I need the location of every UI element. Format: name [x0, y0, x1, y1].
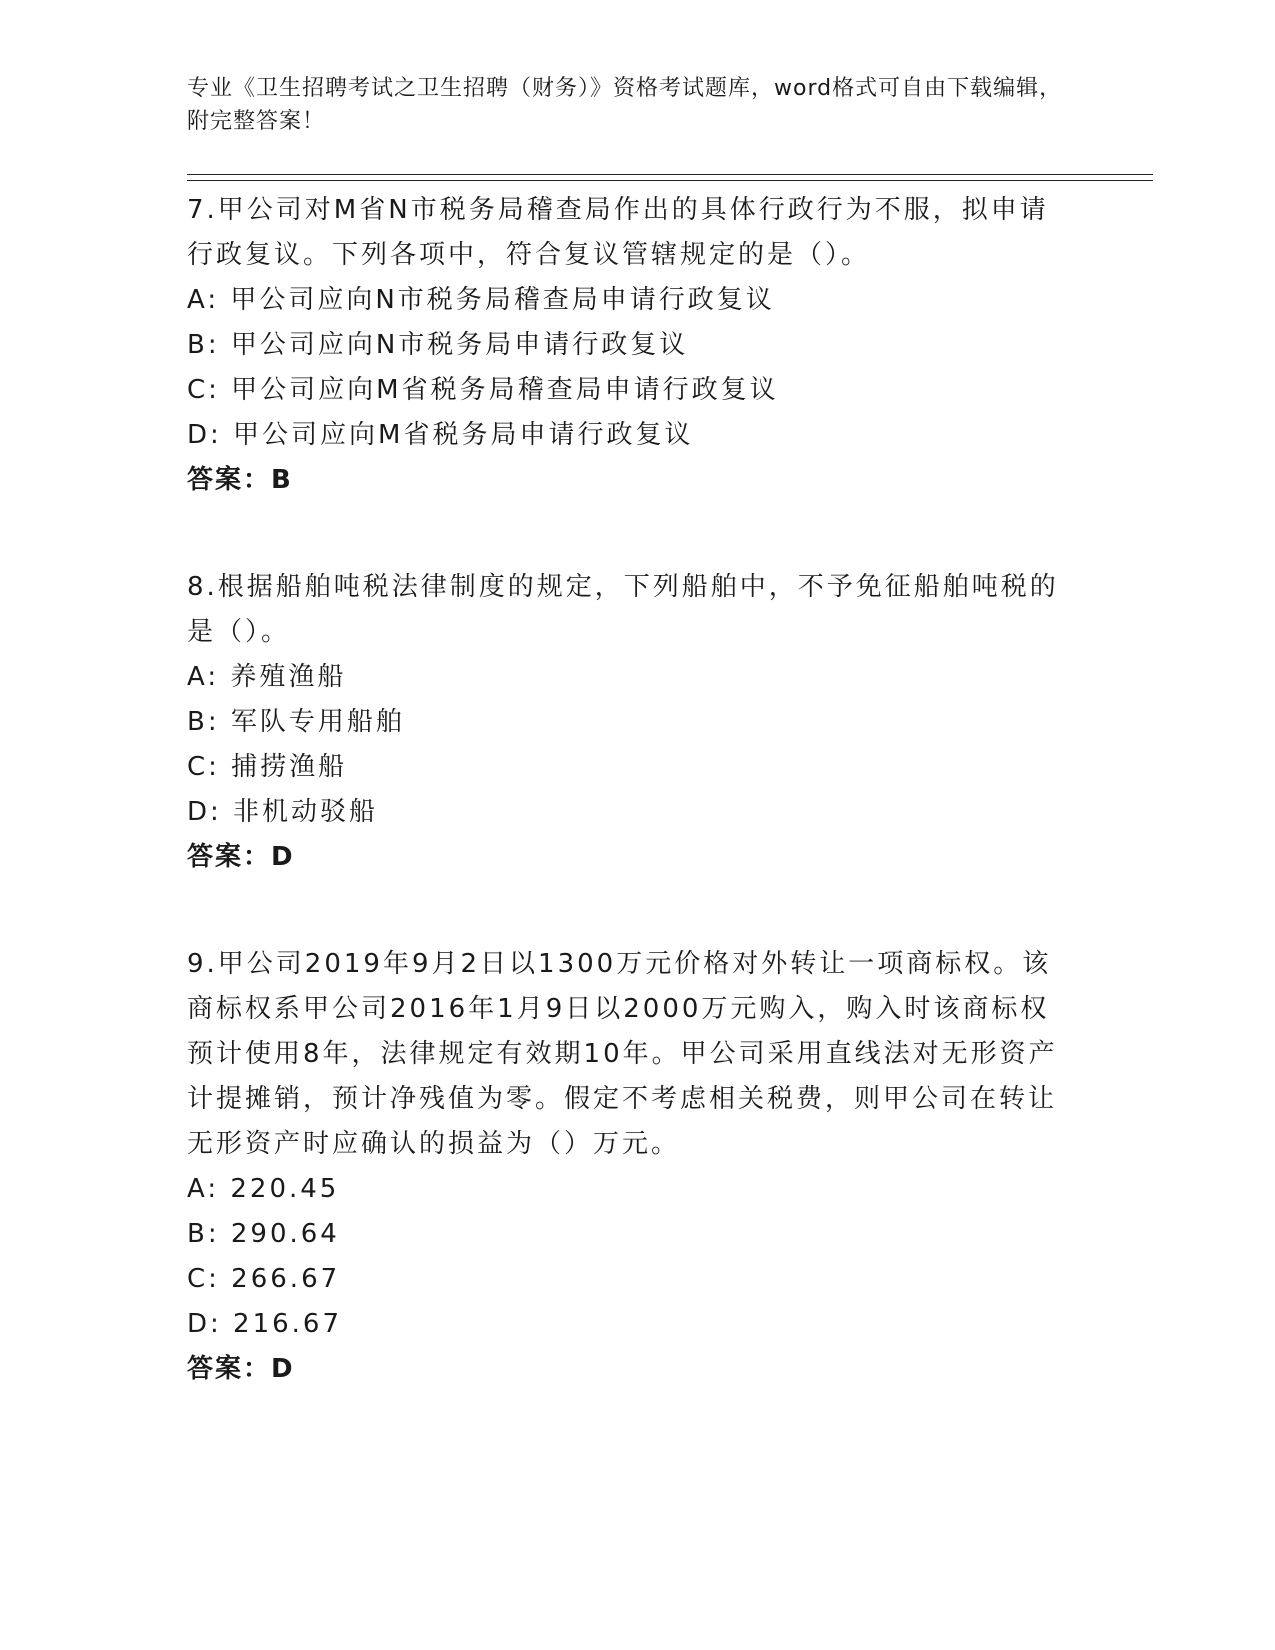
header-divider-bottom: [187, 180, 1153, 181]
option-b: B: 军队专用船舶: [187, 707, 405, 737]
question-text: 8.根据船舶吨税法律制度的规定，下列船舶中，不予免征船舶吨税的是（）。: [187, 572, 1059, 647]
option-b: B: 甲公司应向N市税务局申请行政复议: [187, 330, 689, 360]
option-c: C: 甲公司应向M省税务局稽查局申请行政复议: [187, 375, 779, 405]
option-d: D: 216.67: [187, 1309, 343, 1339]
question-text: 7.甲公司对M省N市税务局稽查局作出的具体行政行为不服，拟申请行政复议。下列各项中，符合复议管辖规定的是（）。: [187, 195, 1049, 270]
question-7: [187, 188, 1067, 503]
question-8: [187, 565, 1067, 880]
option-a: A: 养殖渔船: [187, 662, 347, 692]
option-b: B: 290.64: [187, 1219, 340, 1249]
option-d: D: 非机动驳船: [187, 797, 379, 827]
option-c: C: 捕捞渔船: [187, 752, 348, 782]
option-a: A: 220.45: [187, 1174, 340, 1204]
question-list: [187, 188, 1067, 1454]
question-text: 9.甲公司2019年9月2日以1300万元价格对外转让一项商标权。该商标权系甲公司2016年1月9日以2000万元购入，购入时该商标权预计使用8年，法律规定有效期10年。甲公司采用直线法对无形资产计提摊销，预计净残值为零。假定不考虑相关税费，则甲公司在转让无形资产时应确认的损益为（）万元。: [187, 949, 1058, 1159]
answer-line: 答案：B: [187, 465, 293, 495]
question-9: [187, 942, 1067, 1392]
option-c: C: 266.67: [187, 1264, 341, 1294]
option-d: D: 甲公司应向M省税务局申请行政复议: [187, 420, 694, 450]
document-header: 专业《卫生招聘考试之卫生招聘（财务）》资格考试题库，word格式可自由下载编辑，附完整答案！: [187, 76, 1063, 134]
answer-line: 答案：D: [187, 842, 295, 872]
answer-line: 答案：D: [187, 1354, 295, 1384]
header-divider-top: [187, 174, 1153, 175]
option-a: A: 甲公司应向N市税务局稽查局申请行政复议: [187, 285, 775, 315]
